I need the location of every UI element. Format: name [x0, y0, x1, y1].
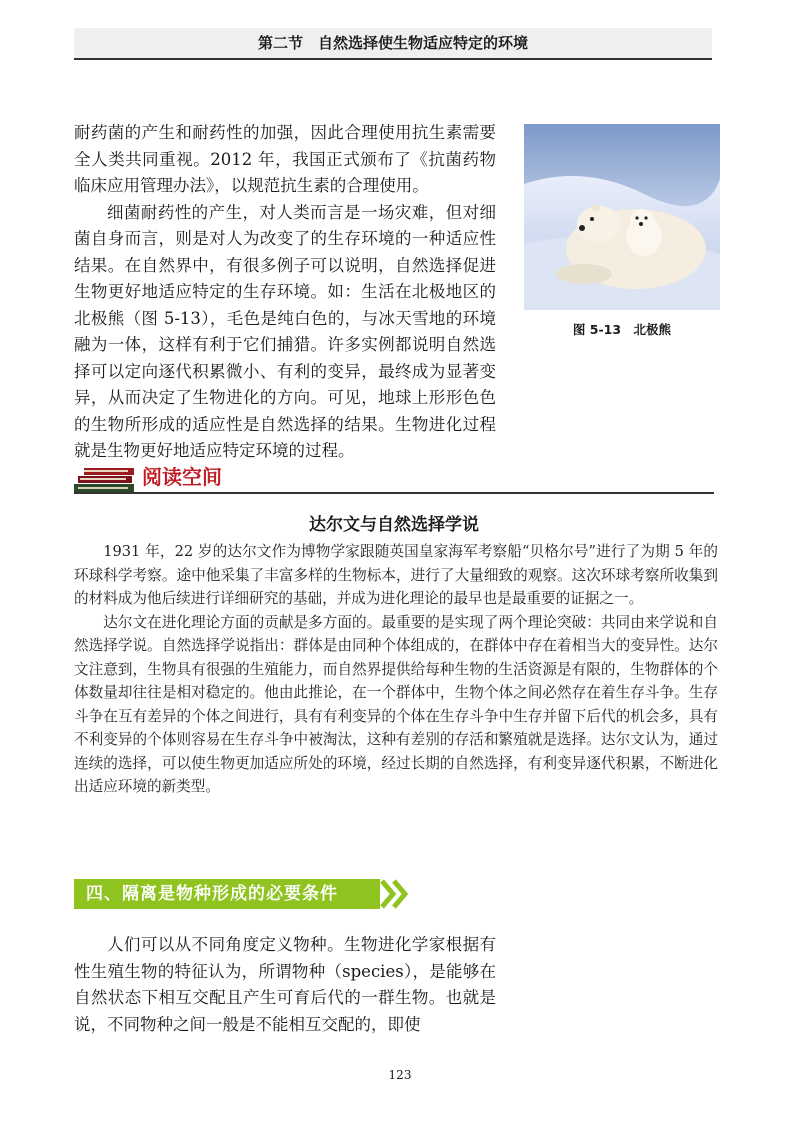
polar-bear-photo [524, 124, 720, 310]
article-text [74, 540, 718, 799]
article-title: 达尔文与自然选择学说 [309, 515, 479, 535]
section-body-text [74, 932, 496, 1038]
page-header [0, 0, 800, 62]
reading-divider [74, 492, 714, 494]
page-number: 123 [388, 1068, 412, 1082]
section-paragraph-1: 人们可以从不同角度定义物种。生物进化学家根据有性生殖生物的特征认为，所谓物种（species），是能够在自然状态下相互交配且产生可育后代的一群生物。也就是说，不同物种之间一般是不能相互交配的，即使 [74, 935, 496, 1034]
header-bar [74, 28, 712, 60]
body-paragraph-1: 耐药菌的产生和耐药性的加强，因此合理使用抗生素需要全人类共同重视。2012 年，我国正式颁布了《抗菌药物临床应用管理办法》，以规范抗生素的合理使用。 [74, 123, 496, 195]
article-paragraph-1: 1931 年，22 岁的达尔文作为博物学家跟随英国皇家海军考察船“贝格尔号”进行了为期 5 年的环球科学考察。途中他采集了丰富多样的生物标本，进行了大量细致的观察。这次环球考察所收集到的材料成为他后续进行详细研究的基础，并成为进化理论的最早也是最重要的证据之一。 [74, 543, 718, 607]
section-title: 四、隔离是物种形成的必要条件 [86, 884, 338, 904]
body-paragraph-2: 细菌耐药性的产生，对人类而言是一场灾难，但对细菌自身而言，则是对人为改变了的生存环境的一种适应性结果。在自然界中，有很多例子可以说明，自然选择促进生物更好地适应特定的生存环境。如：生活在北极地区的北极熊（图 5-13），毛色是纯白色的，与冰天雪地的环境融为一体，这样有利于它们捕猎。许多实例都说明自然选择可以定向逐代积累微小、有利的变异，最终成为显著变异，从而决定了生物进化的方向。可见，地球上形形色色的生物所形成的适应性是自然选择的结果。生物进化过程就是生物更好地适应特定环境的过程。 [74, 202, 496, 460]
article-paragraph-2: 达尔文在进化理论方面的贡献是多方面的。最重要的是实现了两个理论突破：共同由来学说和自然选择学说。自然选择学说指出：群体是由同种个体组成的，在群体中存在着相当大的变异性。达尔文注意到，生物具有很强的生殖能力，而自然界提供给每种生物的生活资源是有限的，生物群体的个体数量却往往是相对稳定的。他由此推论，在一个群体中，生物个体之间必然存在着生存斗争。生存斗争在互有差异的个体之间进行，具有有利变异的个体在生存斗争中生存并留下后代的机会多，具有不利变异的个体则容易在生存斗争中被淘汰，这种有差别的存活和繁殖就是选择。达尔文认为，通过连续的选择，可以使生物更加适应所处的环境，经过长期的自然选择，有利变异逐代积累，不断进化出适应环境的新类型。 [74, 613, 718, 795]
header-title: 第二节 自然选择使生物适应特定的环境 [257, 34, 528, 52]
reading-space-header [74, 462, 714, 496]
body-text [74, 120, 496, 465]
figure-caption: 图 5-13 北极熊 [572, 322, 672, 337]
reading-space-title: 阅读空间 [142, 465, 222, 489]
section-banner [74, 879, 380, 909]
polar-bear-illustration [524, 124, 720, 310]
double-chevron-icon [380, 877, 412, 911]
